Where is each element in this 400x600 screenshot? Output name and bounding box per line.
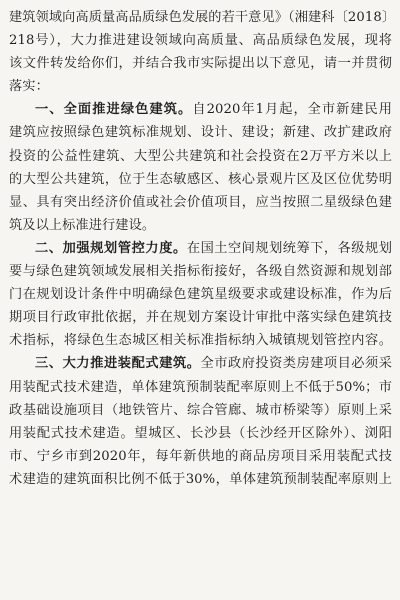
- body-text-line: [9, 445, 392, 468]
- body-text-line: [9, 329, 392, 352]
- line-text: 落实：: [9, 79, 49, 95]
- line-text: 用装配式技术建造。望城区、长沙县（长沙经开区除外）、浏阳: [9, 425, 392, 441]
- body-text-line: [9, 121, 392, 144]
- line-text: 该文件转发给你们，并结合我市实际提出以下意见，请一并贯彻: [9, 56, 392, 72]
- line-text: 建筑领域向高质量高品质绿色发展的若干意见》（湘建科〔2018〕: [9, 10, 396, 25]
- section-heading-line: [9, 98, 392, 121]
- body-text-line: [9, 306, 392, 329]
- body-text-line: [9, 422, 392, 445]
- body-text-line: [9, 52, 392, 75]
- line-text: 自2020年1月起，全市新建民用: [192, 102, 392, 118]
- body-text-line: [9, 468, 392, 491]
- section-heading-line: [9, 237, 392, 260]
- line-text: 在国土空间规划统筹下，各级规划: [186, 240, 393, 256]
- section-heading: 二、加强规划管控力度。: [35, 240, 187, 256]
- line-text: 显、具有突出经济价值或社会价值项目，应当按照二星级绿色建: [9, 194, 392, 210]
- section-heading-line: [9, 352, 392, 375]
- section-heading: 一、全面推进绿色建筑。: [35, 102, 193, 118]
- line-text: 术建造的建筑面积比例不低于30%，单体建筑预制装配率原则上: [9, 471, 392, 487]
- line-text: 期项目行政审批依据，并在规划方案设计审批中落实绿色建筑技: [9, 310, 392, 326]
- line-text: 用装配式技术建造，单体建筑预制装配率原则上不低于50%；市: [9, 379, 392, 395]
- body-text-line: [9, 75, 392, 98]
- line-text: 全市政府投资类房建项目必须采: [200, 356, 392, 372]
- line-text: 筑及以上标准进行建设。: [9, 217, 156, 233]
- line-text: 投资的公益性建筑、大型公共建筑和社会投资在2万平方米以上: [9, 148, 392, 164]
- line-text: 术指标，将绿色生态城区相关标准指标纳入城镇规划管控内容。: [9, 333, 392, 349]
- body-text-line: [9, 29, 392, 52]
- body-text-line: [9, 399, 392, 422]
- line-text: 建筑应按照绿色建筑标准规划、设计、建设；新建、改扩建政府: [9, 125, 392, 141]
- body-text-line: [9, 168, 392, 191]
- section-heading: 三、大力推进装配式建筑。: [35, 356, 201, 372]
- line-text: 政基础设施项目（地铁管片、综合管廊、城市桥梁等）原则上采: [9, 402, 392, 418]
- line-text: 门在规划设计条件中明确绿色建筑星级要求或建设标准，作为后: [9, 287, 392, 303]
- line-text: 要与绿色建筑领域发展相关指标衔接好，各级自然资源和规划部: [9, 264, 392, 280]
- body-text-line: [9, 191, 392, 214]
- body-text-line: [9, 6, 396, 29]
- line-text: 市、宁乡市到2020年，每年新供地的商品房项目采用装配式技: [9, 448, 392, 464]
- body-text-line: [9, 260, 392, 283]
- body-text-line: [9, 376, 392, 399]
- body-text-line: [9, 283, 392, 306]
- body-text-line: [9, 145, 392, 168]
- document-body: [9, 6, 396, 491]
- line-text: 的大型公共建筑，位于生态敏感区、核心景观片区及区位优势明: [9, 171, 392, 187]
- body-text-line: [9, 214, 392, 237]
- line-text: 218号），大力推进建设领域向高质量、高品质绿色发展，现将: [9, 33, 392, 49]
